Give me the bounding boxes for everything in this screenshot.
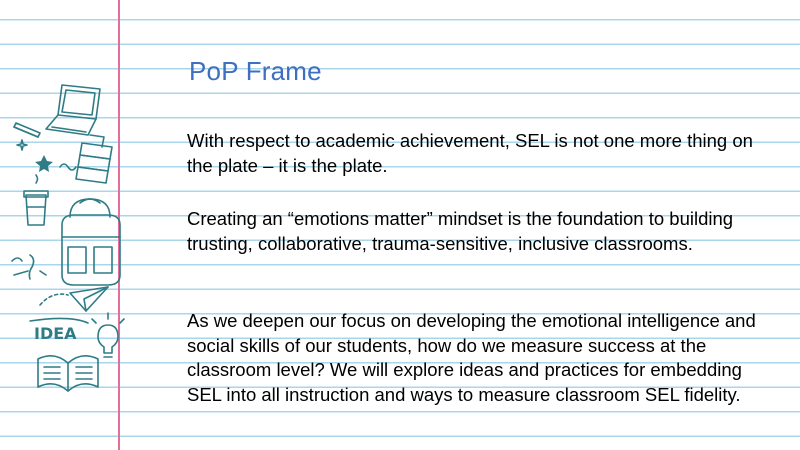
school-doodles (0, 75, 125, 395)
lightbulb-icon (92, 313, 124, 357)
star-icon (17, 140, 76, 172)
open-book-icon (38, 356, 98, 391)
idea-text: IDEA (34, 324, 77, 343)
paragraph-academic-achievement: With respect to academic achievement, SEL is not one more thing on the plate – it is the plate. (187, 130, 753, 176)
books-icon (76, 135, 112, 183)
paragraph-emotions-matter: Creating an “emotions matter” mindset is the foundation to building trusting, collaborative, trauma-sensitive, inclusive classrooms. (187, 208, 734, 254)
pen-icon (14, 123, 40, 137)
backpack-icon (62, 199, 120, 285)
idea-label (30, 318, 88, 343)
paragraph-measure-success: As we deepen our focus on developing the emotional intelligence and social skills of our students, how do we measure success at the classroom level? We will explore ideas and practices for embedding SEL into all instruction and ways to measure classroom SEL fidelity. (187, 310, 756, 405)
coffee-cup-icon (24, 175, 48, 225)
laptop-icon (46, 85, 100, 135)
paper-plane-icon (40, 287, 108, 311)
scribbles-icon (12, 255, 46, 279)
slide-title: PoP Frame (189, 56, 322, 86)
